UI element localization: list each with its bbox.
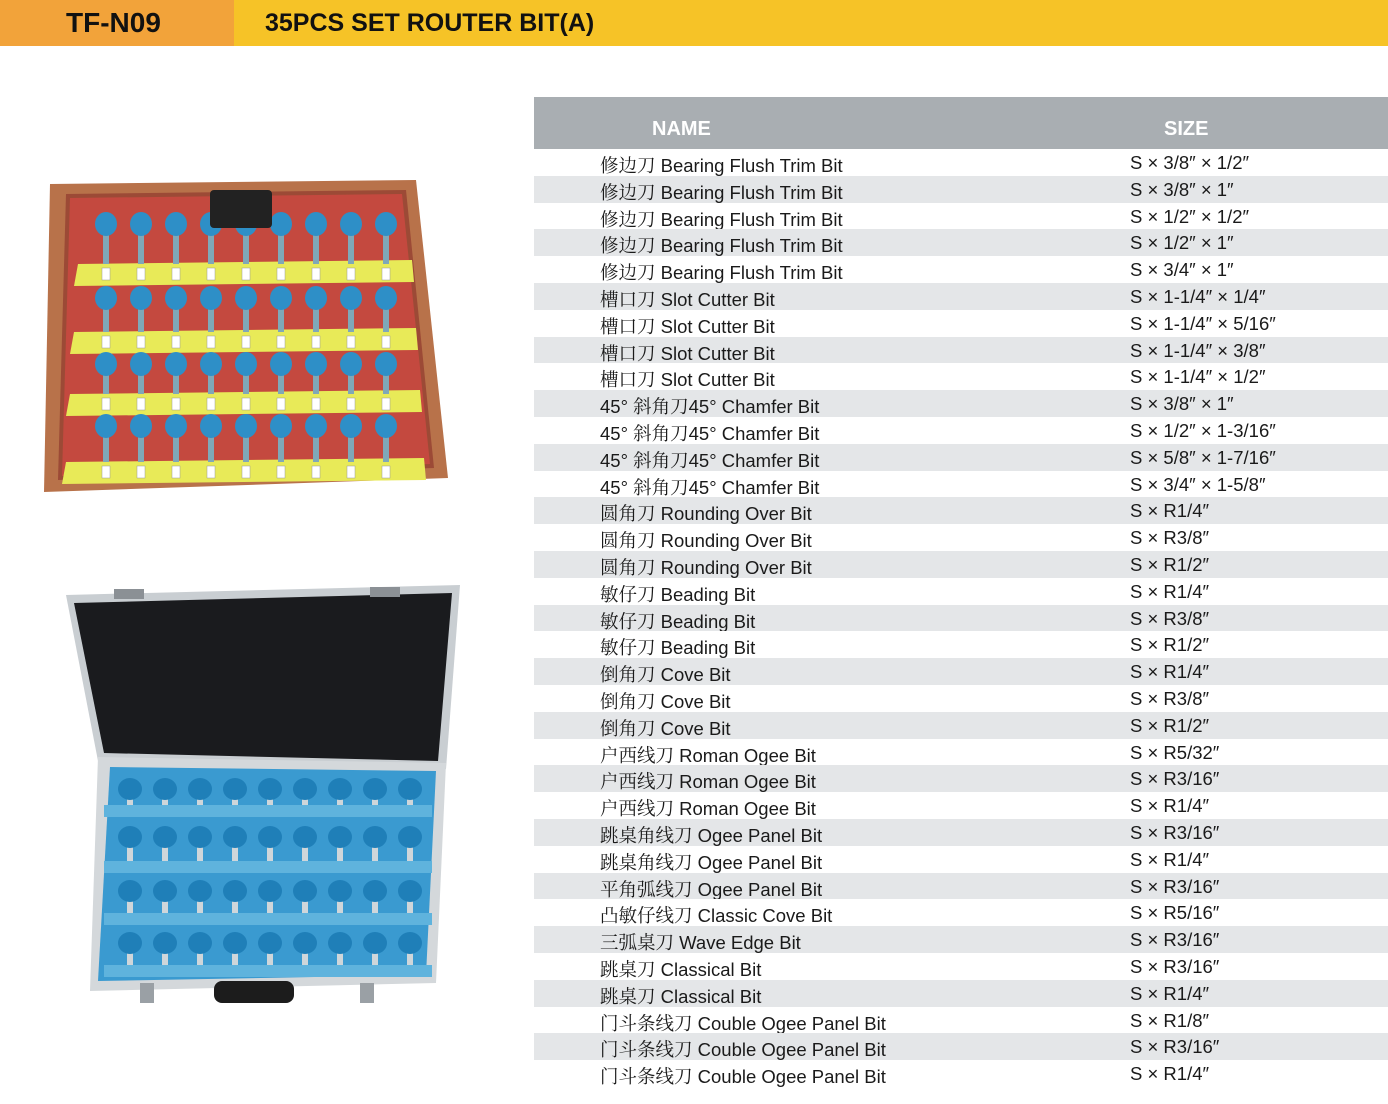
- bit-name: 槽口刀 Slot Cutter Bit: [600, 342, 775, 364]
- table-row: [534, 471, 1388, 498]
- table-row: [534, 176, 1388, 203]
- bit-size: S × 1-1/4″ × 3/8″: [1130, 339, 1266, 361]
- bit-size: S × 1/2″ × 1″: [1130, 232, 1234, 254]
- bit-name: 跳桌刀 Classical Bit: [600, 958, 762, 980]
- bit-size: S × R3/16″: [1130, 768, 1220, 790]
- bit-name: 敏仔刀 Beading Bit: [600, 610, 756, 632]
- bit-size: S × R1/4″: [1130, 848, 1210, 870]
- bit-size: S × 3/4″ × 1″: [1130, 259, 1234, 281]
- bit-name: 槽口刀 Slot Cutter Bit: [600, 369, 775, 391]
- bit-name: 敏仔刀 Beading Bit: [600, 583, 756, 605]
- table-header: [534, 97, 1388, 149]
- table-row: [534, 551, 1388, 578]
- bit-size: S × 1/2″ × 1/2″: [1130, 205, 1250, 227]
- bit-name: 敏仔刀 Beading Bit: [600, 637, 756, 659]
- bit-name: 修边刀 Bearing Flush Trim Bit: [600, 262, 843, 284]
- bit-size: S × R5/32″: [1130, 741, 1220, 763]
- bit-name: 门斗条线刀 Couble Ogee Panel Bit: [600, 1012, 886, 1034]
- table-row: [534, 980, 1388, 1007]
- table-row: [534, 524, 1388, 551]
- bit-holder-block: [210, 190, 272, 228]
- bit-name: 槽口刀 Slot Cutter Bit: [600, 315, 775, 337]
- holder-strip: [104, 913, 432, 925]
- table-row: [534, 444, 1388, 471]
- bit-size: S × R1/4″: [1130, 661, 1210, 683]
- bit-size: S × 1-1/4″ × 5/16″: [1130, 312, 1276, 334]
- name-column-header: NAME: [652, 118, 711, 140]
- bit-name: 三弧桌刀 Wave Edge Bit: [600, 932, 801, 954]
- table-row: [534, 685, 1388, 712]
- table-row: [534, 792, 1388, 819]
- bit-name: 户西线刀 Roman Ogee Bit: [600, 771, 816, 793]
- table-row: [534, 1060, 1388, 1087]
- bit-size: S × R3/8″: [1130, 527, 1210, 549]
- bit-name: 户西线刀 Roman Ogee Bit: [600, 798, 816, 820]
- table-row: [534, 229, 1388, 256]
- size-column-header: SIZE: [1164, 118, 1209, 140]
- case-handle: [214, 981, 294, 1003]
- bit-name: 跳桌角线刀 Ogee Panel Bit: [600, 824, 823, 846]
- bit-name: 门斗条线刀 Couble Ogee Panel Bit: [600, 1066, 886, 1088]
- table-row: [534, 149, 1388, 176]
- holder-strip: [104, 805, 432, 817]
- holder-strip: [104, 861, 432, 873]
- bit-size: S × R3/8″: [1130, 687, 1210, 709]
- bit-name: 修边刀 Bearing Flush Trim Bit: [600, 181, 843, 203]
- bit-size: S × 1-1/4″ × 1/4″: [1130, 285, 1266, 307]
- aluminium-case-photo: [64, 583, 462, 1008]
- bit-size: S × R1/4″: [1130, 580, 1210, 602]
- bit-name: 倒角刀 Cove Bit: [600, 690, 731, 712]
- bit-name: 圆角刀 Rounding Over Bit: [600, 556, 812, 578]
- table-row: [534, 631, 1388, 658]
- bit-size: S × 3/4″ × 1-5/8″: [1130, 473, 1266, 495]
- table-row: [534, 283, 1388, 310]
- bit-name: 修边刀 Bearing Flush Trim Bit: [600, 155, 843, 176]
- bit-size: S × R1/2″: [1130, 714, 1210, 736]
- table-row: [534, 739, 1388, 766]
- bit-size: S × R3/16″: [1130, 1036, 1220, 1058]
- bit-size: S × R1/8″: [1130, 1009, 1210, 1031]
- table-row: [534, 256, 1388, 283]
- table-row: [534, 337, 1388, 364]
- table-row: [534, 203, 1388, 230]
- bit-size: S × R3/8″: [1130, 607, 1210, 629]
- bit-size: S × R1/4″: [1130, 795, 1210, 817]
- holder-strip: [104, 965, 432, 977]
- bit-size: S × R1/4″: [1130, 500, 1210, 522]
- bit-size: S × 5/8″ × 1-7/16″: [1130, 446, 1276, 468]
- table-row: [534, 899, 1388, 926]
- bit-name: 45° 斜角刀45° Chamfer Bit: [600, 476, 820, 498]
- table-body: [534, 149, 1388, 1087]
- bit-size: S × 3/8″ × 1/2″: [1130, 152, 1250, 173]
- bit-size: S × 3/8″ × 1″: [1130, 178, 1234, 200]
- bit-name: 圆角刀 Rounding Over Bit: [600, 530, 812, 552]
- bit-size: S × R3/16″: [1130, 955, 1220, 977]
- table-row: [534, 1033, 1388, 1060]
- bit-name: 槽口刀 Slot Cutter Bit: [600, 288, 775, 310]
- bit-size: S × R5/16″: [1130, 902, 1220, 924]
- table-row: [534, 497, 1388, 524]
- bit-name: 门斗条线刀 Couble Ogee Panel Bit: [600, 1039, 886, 1061]
- table-row: [534, 873, 1388, 900]
- bit-name: 平角弧线刀 Ogee Panel Bit: [600, 878, 823, 900]
- table-row: [534, 1007, 1388, 1034]
- bit-name: 修边刀 Bearing Flush Trim Bit: [600, 235, 843, 257]
- table-row: [534, 390, 1388, 417]
- table-row: [534, 819, 1388, 846]
- bit-size: S × R3/16″: [1130, 929, 1220, 951]
- bit-size: S × 3/8″ × 1″: [1130, 393, 1234, 415]
- product-code: TF-N09: [0, 0, 234, 46]
- bit-size: S × R1/4″: [1130, 1063, 1210, 1085]
- product-title: 35PCS SET ROUTER BIT(A): [265, 9, 595, 37]
- header-bar: [0, 0, 1388, 46]
- table-row: [534, 712, 1388, 739]
- bit-name: 倒角刀 Cove Bit: [600, 717, 731, 739]
- bit-size: S × R3/16″: [1130, 875, 1220, 897]
- bit-name: 45° 斜角刀45° Chamfer Bit: [600, 449, 820, 471]
- table-row: [534, 417, 1388, 444]
- bit-name: 45° 斜角刀45° Chamfer Bit: [600, 396, 820, 418]
- table-row: [534, 765, 1388, 792]
- bit-name: 凸敏仔线刀 Classic Cove Bit: [600, 905, 833, 927]
- bit-size: S × R3/16″: [1130, 821, 1220, 843]
- bit-size: S × R1/4″: [1130, 982, 1210, 1004]
- size-table: [534, 97, 1388, 1087]
- table-row: [534, 578, 1388, 605]
- table-row: [534, 953, 1388, 980]
- table-row: [534, 658, 1388, 685]
- bit-name: 45° 斜角刀45° Chamfer Bit: [600, 422, 820, 444]
- wooden-case-photo: [44, 180, 448, 496]
- table-row: [534, 310, 1388, 337]
- table-row: [534, 926, 1388, 953]
- bit-name: 倒角刀 Cove Bit: [600, 664, 731, 686]
- table-row: [534, 605, 1388, 632]
- table-row: [534, 846, 1388, 873]
- bit-size: S × R1/2″: [1130, 553, 1210, 575]
- bit-name: 跳桌角线刀 Ogee Panel Bit: [600, 851, 823, 873]
- bit-name: 圆角刀 Rounding Over Bit: [600, 503, 812, 525]
- table-row: [534, 363, 1388, 390]
- bit-size: S × R1/2″: [1130, 634, 1210, 656]
- bit-name: 修边刀 Bearing Flush Trim Bit: [600, 208, 843, 230]
- bit-size: S × 1/2″ × 1-3/16″: [1130, 419, 1276, 441]
- bit-name: 户西线刀 Roman Ogee Bit: [600, 744, 816, 766]
- bit-name: 跳桌刀 Classical Bit: [600, 985, 762, 1007]
- bit-size: S × 1-1/4″ × 1/2″: [1130, 366, 1266, 388]
